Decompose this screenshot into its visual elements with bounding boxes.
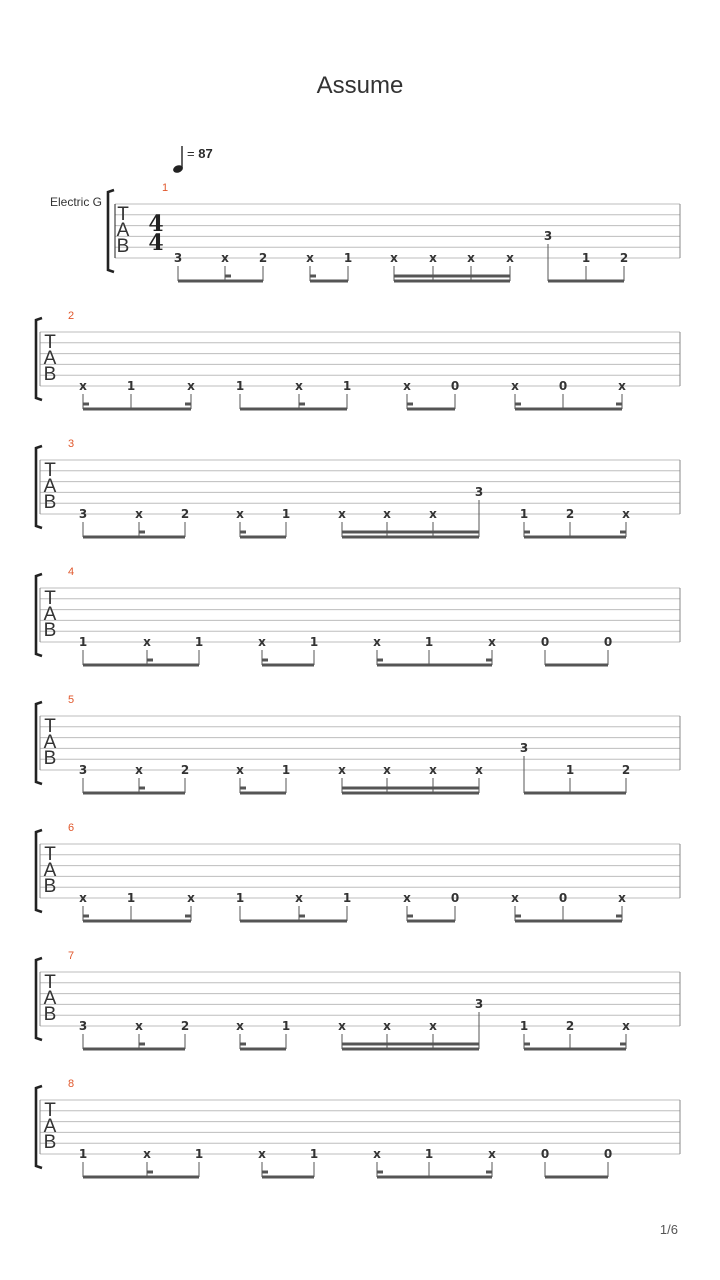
fret-number: 1 bbox=[342, 379, 352, 393]
fret-number: 1 bbox=[342, 891, 352, 905]
fret-number: 0 bbox=[540, 1147, 550, 1161]
fret-number: 1 bbox=[581, 251, 591, 265]
tempo-value: 87 bbox=[198, 146, 213, 161]
tab-letter: A bbox=[116, 220, 130, 241]
fret-number: x bbox=[258, 635, 266, 649]
tab-letter: T bbox=[44, 844, 56, 865]
fret-number: x bbox=[79, 379, 87, 393]
fret-number: x bbox=[429, 507, 437, 521]
system-bracket bbox=[36, 574, 42, 656]
fret-number: x bbox=[475, 763, 483, 777]
tab-system bbox=[36, 694, 680, 793]
tab-letter: B bbox=[43, 1004, 57, 1025]
fret-number: x bbox=[135, 507, 143, 521]
fret-number: x bbox=[143, 1147, 151, 1161]
fret-number: x bbox=[221, 251, 229, 265]
fret-number: 2 bbox=[180, 763, 190, 777]
fret-number: x bbox=[429, 251, 437, 265]
fret-number: x bbox=[403, 891, 411, 905]
fret-number: 3 bbox=[78, 507, 88, 521]
measure-number: 4 bbox=[68, 566, 75, 578]
fret-number: x bbox=[373, 1147, 381, 1161]
fret-number: 2 bbox=[180, 507, 190, 521]
tab-letter: B bbox=[43, 1132, 57, 1153]
tab-letter: A bbox=[43, 476, 57, 497]
fret-number: 0 bbox=[540, 635, 550, 649]
tab-system bbox=[36, 1078, 680, 1177]
measure-number: 2 bbox=[68, 310, 75, 322]
fret-number: x bbox=[295, 891, 303, 905]
fret-number: x bbox=[622, 507, 630, 521]
fret-number: x bbox=[511, 379, 519, 393]
tab-letter: A bbox=[43, 988, 57, 1009]
fret-number: 2 bbox=[565, 1019, 575, 1033]
fret-number: 3 bbox=[173, 251, 183, 265]
system-bracket bbox=[36, 1086, 42, 1168]
tab-system bbox=[36, 438, 680, 537]
fret-number: x bbox=[187, 891, 195, 905]
fret-number: x bbox=[511, 891, 519, 905]
tab-letter: T bbox=[44, 972, 56, 993]
fret-number: 0 bbox=[558, 891, 568, 905]
fret-number: x bbox=[390, 251, 398, 265]
fret-number: 1 bbox=[519, 1019, 529, 1033]
tab-letter: T bbox=[44, 332, 56, 353]
fret-number: x bbox=[618, 891, 626, 905]
system-bracket bbox=[36, 830, 42, 912]
fret-number: x bbox=[429, 1019, 437, 1033]
fret-number: 0 bbox=[450, 379, 460, 393]
system-bracket bbox=[36, 446, 42, 528]
tab-system bbox=[36, 310, 680, 409]
tab-letter: B bbox=[43, 364, 57, 385]
fret-number: 0 bbox=[450, 891, 460, 905]
fret-number: 2 bbox=[180, 1019, 190, 1033]
fret-number: x bbox=[403, 379, 411, 393]
instrument-label: Electric G bbox=[50, 195, 103, 209]
fret-number: x bbox=[467, 251, 475, 265]
fret-number: 2 bbox=[258, 251, 268, 265]
tab-letter: A bbox=[43, 1116, 57, 1137]
fret-number: 3 bbox=[519, 741, 529, 755]
fret-number: x bbox=[143, 635, 151, 649]
fret-number: 2 bbox=[619, 251, 629, 265]
fret-number: 1 bbox=[281, 1019, 291, 1033]
measure-number: 5 bbox=[68, 694, 75, 706]
fret-number: 3 bbox=[78, 1019, 88, 1033]
tab-letter: T bbox=[44, 1100, 56, 1121]
time-signature-top: 4 bbox=[148, 211, 164, 237]
score-title: Assume bbox=[316, 72, 404, 99]
fret-number: x bbox=[383, 507, 391, 521]
fret-number: 3 bbox=[474, 997, 484, 1011]
fret-number: 1 bbox=[309, 1147, 319, 1161]
fret-number: 1 bbox=[519, 507, 529, 521]
fret-number: 1 bbox=[281, 507, 291, 521]
time-signature-bottom: 4 bbox=[148, 230, 164, 256]
fret-number: 2 bbox=[621, 763, 631, 777]
fret-number: 1 bbox=[343, 251, 353, 265]
fret-number: x bbox=[135, 1019, 143, 1033]
fret-number: 1 bbox=[565, 763, 575, 777]
fret-number: x bbox=[338, 507, 346, 521]
fret-number: 1 bbox=[235, 379, 245, 393]
tab-system bbox=[36, 950, 680, 1049]
tab-letter: B bbox=[43, 492, 57, 513]
fret-number: x bbox=[236, 507, 244, 521]
fret-number: x bbox=[295, 379, 303, 393]
tab-system bbox=[108, 182, 680, 281]
fret-number: x bbox=[236, 763, 244, 777]
tab-letter: A bbox=[43, 732, 57, 753]
fret-number: 3 bbox=[78, 763, 88, 777]
fret-number: 1 bbox=[78, 635, 88, 649]
fret-number: 3 bbox=[474, 485, 484, 499]
fret-number: 1 bbox=[126, 379, 136, 393]
fret-number: x bbox=[79, 891, 87, 905]
system-bracket bbox=[36, 702, 42, 784]
fret-number: 1 bbox=[194, 1147, 204, 1161]
fret-number: 1 bbox=[126, 891, 136, 905]
fret-number: x bbox=[258, 1147, 266, 1161]
fret-number: x bbox=[373, 635, 381, 649]
fret-number: 0 bbox=[603, 635, 613, 649]
fret-number: 3 bbox=[543, 229, 553, 243]
fret-number: 1 bbox=[424, 1147, 434, 1161]
page-number: 1/6 bbox=[659, 1222, 678, 1237]
fret-number: 1 bbox=[194, 635, 204, 649]
tab-letter: B bbox=[43, 876, 57, 897]
tab-letter: A bbox=[43, 348, 57, 369]
fret-number: x bbox=[618, 379, 626, 393]
tab-system bbox=[36, 822, 680, 921]
tab-system bbox=[36, 566, 680, 665]
tab-letter: A bbox=[43, 860, 57, 881]
measure-number: 6 bbox=[68, 822, 75, 834]
measure-number: 8 bbox=[68, 1078, 75, 1090]
tab-letter: T bbox=[44, 460, 56, 481]
fret-number: x bbox=[187, 379, 195, 393]
fret-number: x bbox=[338, 1019, 346, 1033]
fret-number: 1 bbox=[235, 891, 245, 905]
tab-letter: T bbox=[44, 588, 56, 609]
tab-letter: T bbox=[117, 204, 129, 225]
tab-letter: B bbox=[43, 748, 57, 769]
fret-number: x bbox=[338, 763, 346, 777]
fret-number: 1 bbox=[78, 1147, 88, 1161]
measure-number: 1 bbox=[162, 182, 169, 194]
fret-number: x bbox=[135, 763, 143, 777]
tab-letter: B bbox=[116, 236, 130, 257]
system-bracket bbox=[36, 958, 42, 1040]
fret-number: x bbox=[383, 1019, 391, 1033]
fret-number: 0 bbox=[558, 379, 568, 393]
fret-number: x bbox=[622, 1019, 630, 1033]
fret-number: 0 bbox=[603, 1147, 613, 1161]
fret-number: 1 bbox=[309, 635, 319, 649]
system-bracket bbox=[36, 318, 42, 400]
measure-number: 3 bbox=[68, 438, 75, 450]
tempo-equals: = bbox=[187, 146, 195, 161]
measure-number: 7 bbox=[68, 950, 75, 962]
fret-number: x bbox=[306, 251, 314, 265]
fret-number: x bbox=[236, 1019, 244, 1033]
fret-number: 2 bbox=[565, 507, 575, 521]
tab-letter: A bbox=[43, 604, 57, 625]
fret-number: x bbox=[488, 635, 496, 649]
tab-letter: T bbox=[44, 716, 56, 737]
tab-letter: B bbox=[43, 620, 57, 641]
fret-number: x bbox=[488, 1147, 496, 1161]
fret-number: x bbox=[429, 763, 437, 777]
fret-number: 1 bbox=[424, 635, 434, 649]
fret-number: x bbox=[383, 763, 391, 777]
system-bracket bbox=[108, 190, 114, 272]
fret-number: x bbox=[506, 251, 514, 265]
fret-number: 1 bbox=[281, 763, 291, 777]
